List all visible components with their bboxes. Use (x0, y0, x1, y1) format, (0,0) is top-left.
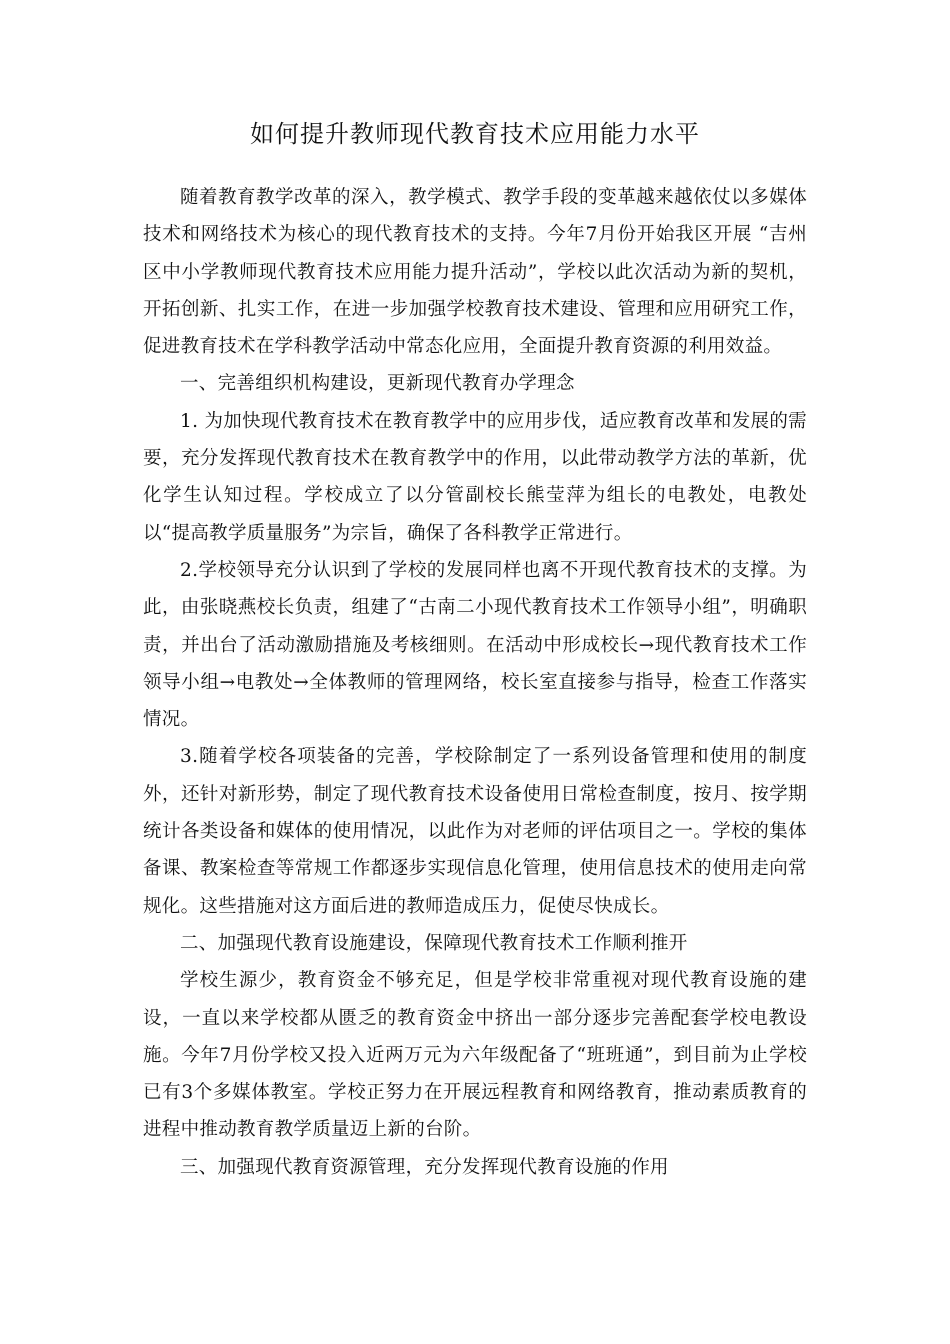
paragraph-1-3: 3.随着学校各项装备的完善，学校除制定了一系列设备管理和使用的制度外，还针对新形势，制定了现代教育技术设备使用日常检查制度，按月、按学期统计各类设备和媒体的使用情况，以此作为对老师的评估项目之一。学校的集体备课、教案检查等常规工作都逐步实现信息化管理，使用信息技术的使用走向常规化。这些措施对这方面后进的教师造成压力，促使尽快成长。 (143, 746, 807, 917)
paragraph-1-2: 2.学校领导充分认识到了学校的发展同样也离不开现代教育技术的支撑。为此，由张晓燕校长负责，组建了“古南二小现代教育技术工作领导小组”，明确职责，并出台了活动激励措施及考核细则。在活动中形成校长→现代教育技术工作领导小组→电教处→全体教师的管理网络，校长室直接参与指导，检查工作落实情况。 (143, 559, 807, 731)
paragraph-1-1: 1. 为加快现代教育技术在教育教学中的应用步伐，适应教育改革和发展的需要，充分发挥现代教育技术在教育教学中的作用，以此带动教学方法的革新，优化学生认知过程。学校成立了以分管副校长熊莹萍为组长的电教处，电教处以“提高教学质量服务”为宗旨，确保了各科教学正常进行。 (143, 410, 807, 544)
document-title: 如何提升教师现代教育技术应用能力水平 (250, 120, 700, 148)
section-heading-3: 三、加强现代教育资源管理，充分发挥现代教育设施的作用 (180, 1156, 669, 1178)
paragraph-intro: 随着教育教学改革的深入，教学模式、教学手段的变革越来越依仗以多媒体技术和网络技术为核心的现代教育技术的支持。今年7月份开始我区开展 “吉州区中小学教师现代教育技术应用能力提升活动”，学校以此次活动为新的契机，开拓创新、扎实工作，在进一步加强学校教育技术建设、管理和应用研究工作，促进教育技术在学科教学活动中常态化应用，全面提升教育资源的利用效益。 (143, 187, 807, 358)
section-heading-1: 一、完善组织机构建设，更新现代教育办学理念 (180, 373, 575, 395)
section-heading-2: 二、加强现代教育设施建设，保障现代教育技术工作顺利推开 (180, 932, 688, 954)
paragraph-2-1: 学校生源少，教育资金不够充足，但是学校非常重视对现代教育设施的建设，一直以来学校都从匮乏的教育资金中挤出一部分逐步完善配套学校电教设施。今年7月份学校又投入近两万元为六年级配备了“班班通”，到目前为止学校已有3个多媒体教室。学校正努力在开展远程教育和网络教育，推动素质教育的进程中推动教育教学质量迈上新的台阶。 (143, 970, 807, 1141)
